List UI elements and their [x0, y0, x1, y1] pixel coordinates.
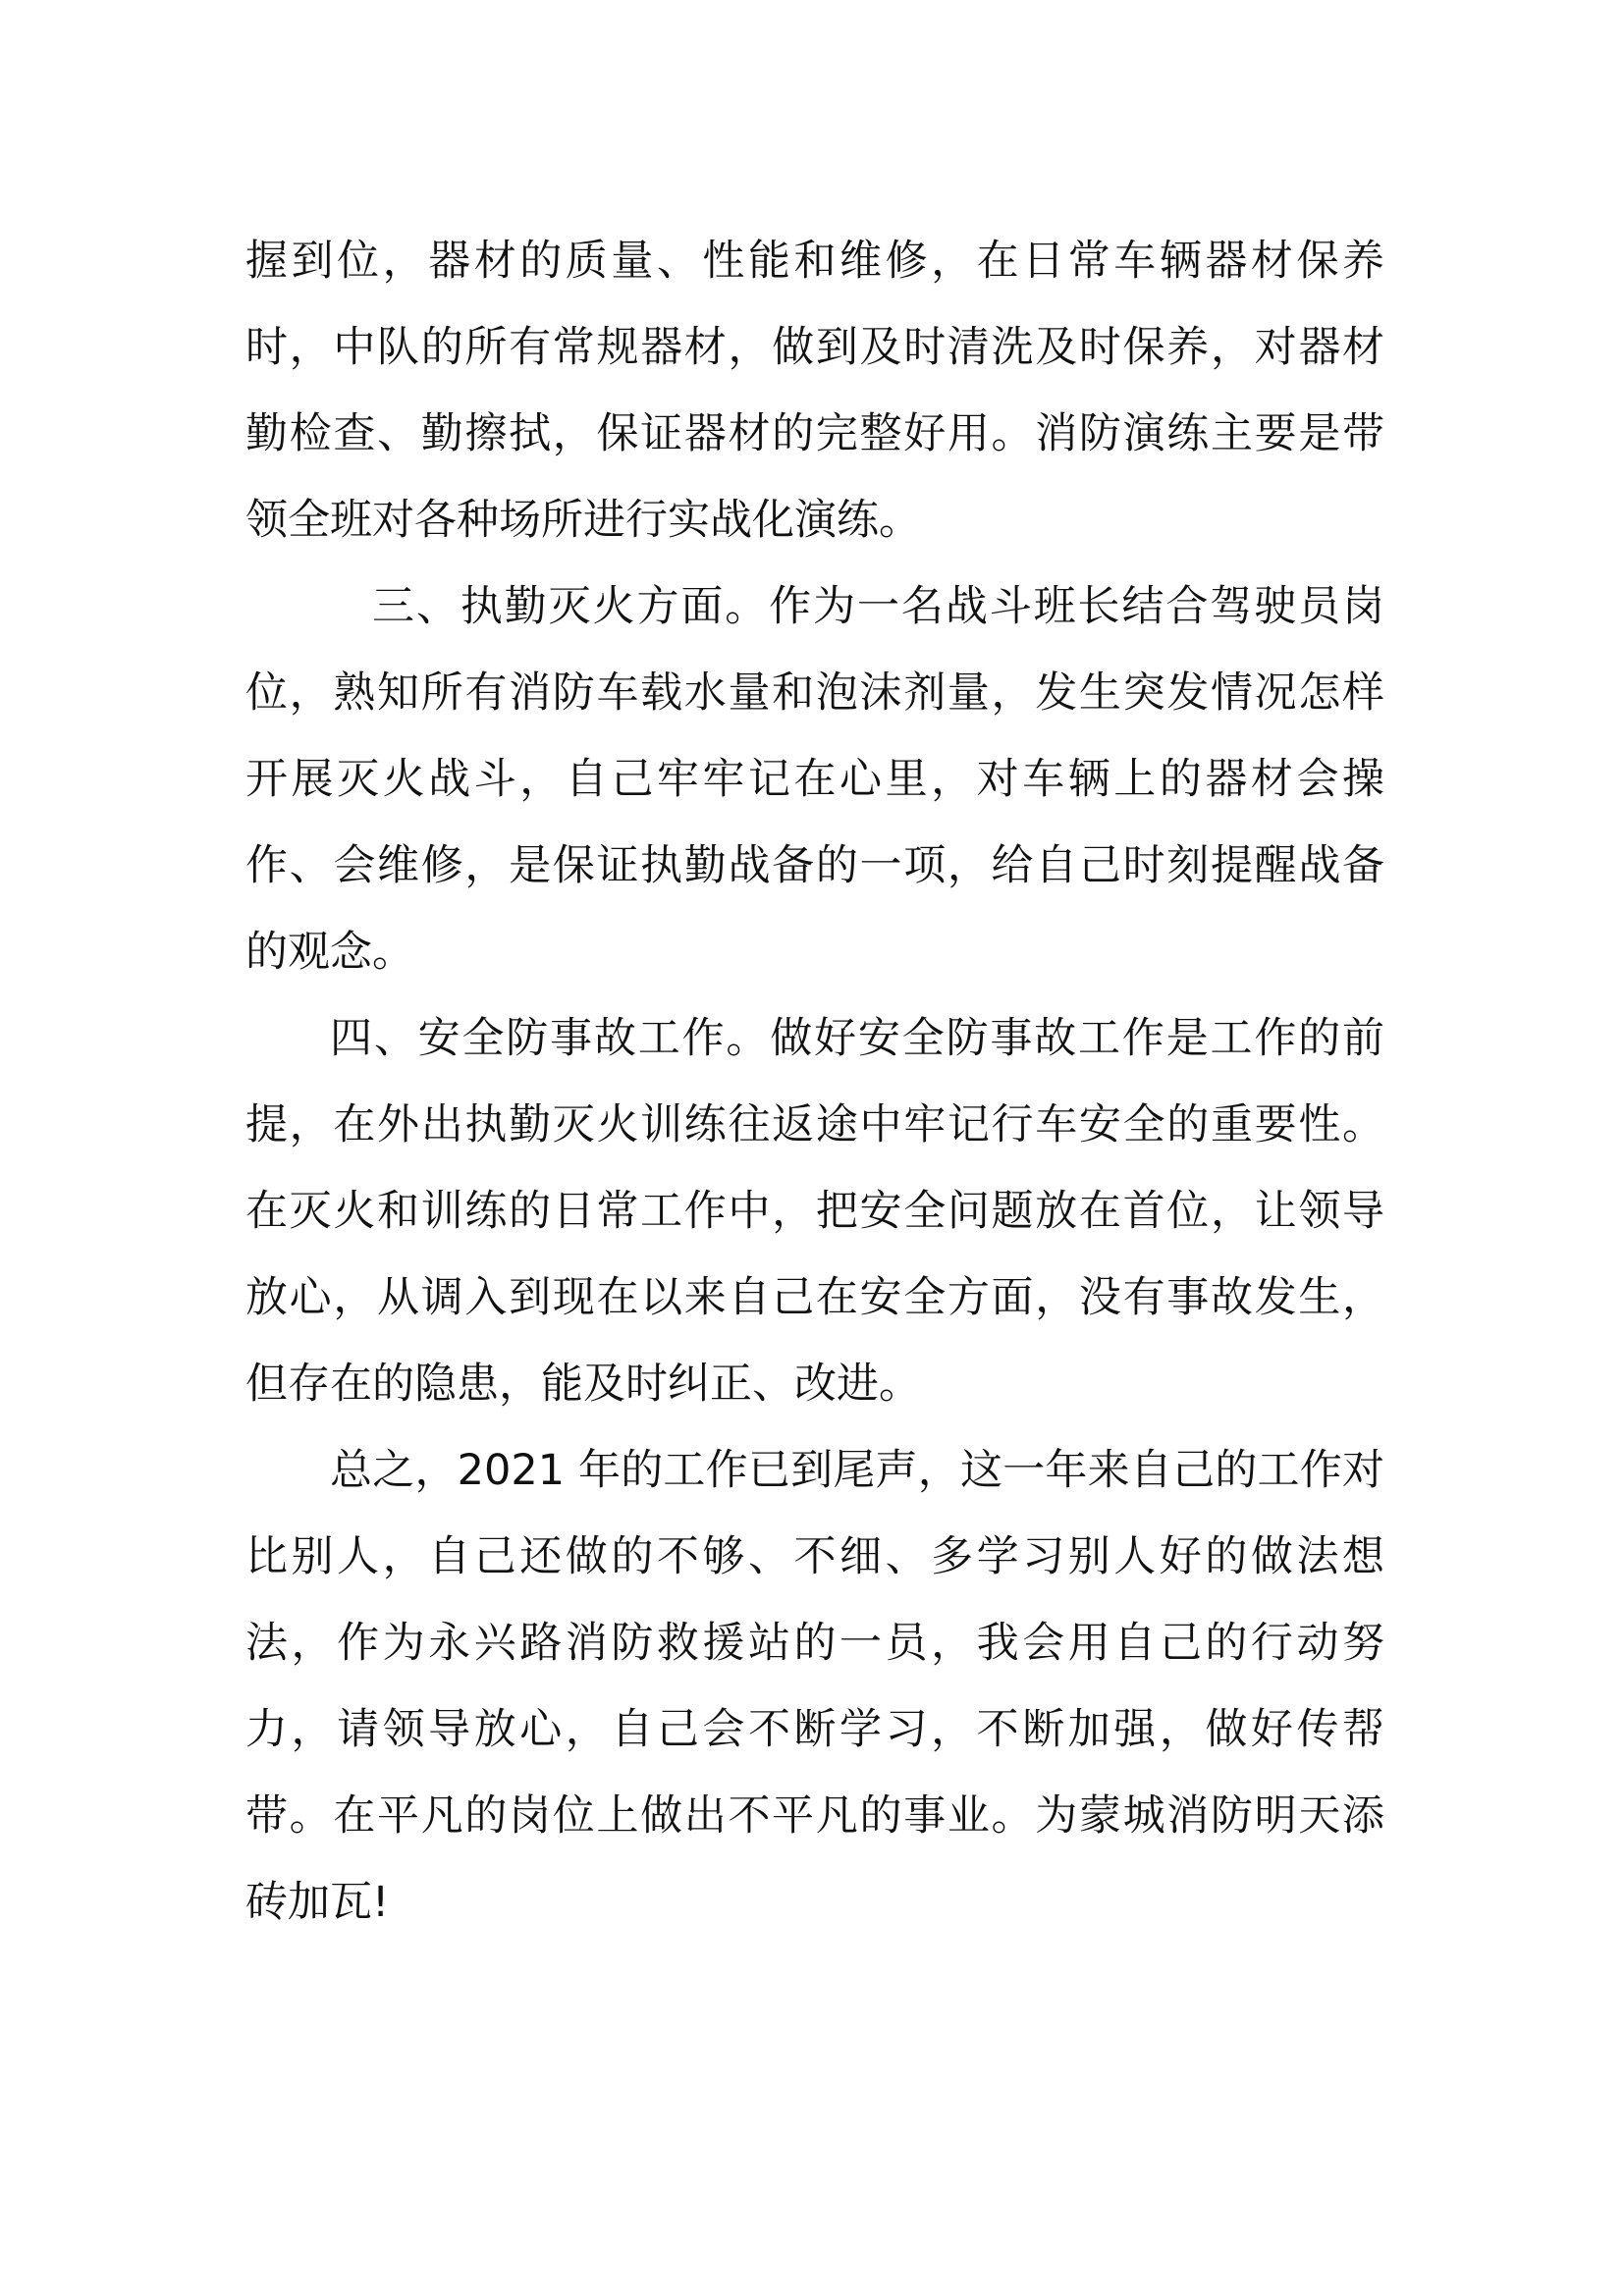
- paragraph-safety-work: 四、安全防事故工作。做好安全防事故工作是工作的前提，在外出执勤灭火训练往返途中牢记行车安全的重要性。在灭火和训练的日常工作中，把安全问题放在首位，让领导放心，从调入到现在以来自己在安全方面，没有事故发生，但存在的隐患，能及时纠正、改进。: [245, 1014, 1384, 1409]
- paragraph-firefighting-duty: 三、执勤灭火方面。作为一名战斗班长结合驾驶员岗位，熟知所有消防车载水量和泡沫剂量，发生突发情况怎样开展灭火战斗，自己牢牢记在心里，对车辆上的器材会操作、会维修，是保证执勤战备的一项，给自己时刻提醒战备的观念。: [245, 582, 1384, 977]
- paragraph-summary: 总之，2021 年的工作已到尾声，这一年来自己的工作对比别人，自己还做的不够、不细、多学习别人好的做法想法，作为永兴路消防救援站的一员，我会用自己的行动努力，请领导放心，自己会不断学习，不断加强，做好传帮带。在平凡的岗位上做出不平凡的事业。为蒙城消防明天添砖加瓦!: [245, 1446, 1384, 1927]
- paragraph-equipment-continued: 握到位，器材的质量、性能和维修，在日常车辆器材保养时，中队的所有常规器材，做到及时清洗及时保养，对器材勤检查、勤擦拭，保证器材的完整好用。消防演练主要是带领全班对各种场所进行实战化演练。: [245, 237, 1384, 545]
- document-body: [245, 218, 1384, 1946]
